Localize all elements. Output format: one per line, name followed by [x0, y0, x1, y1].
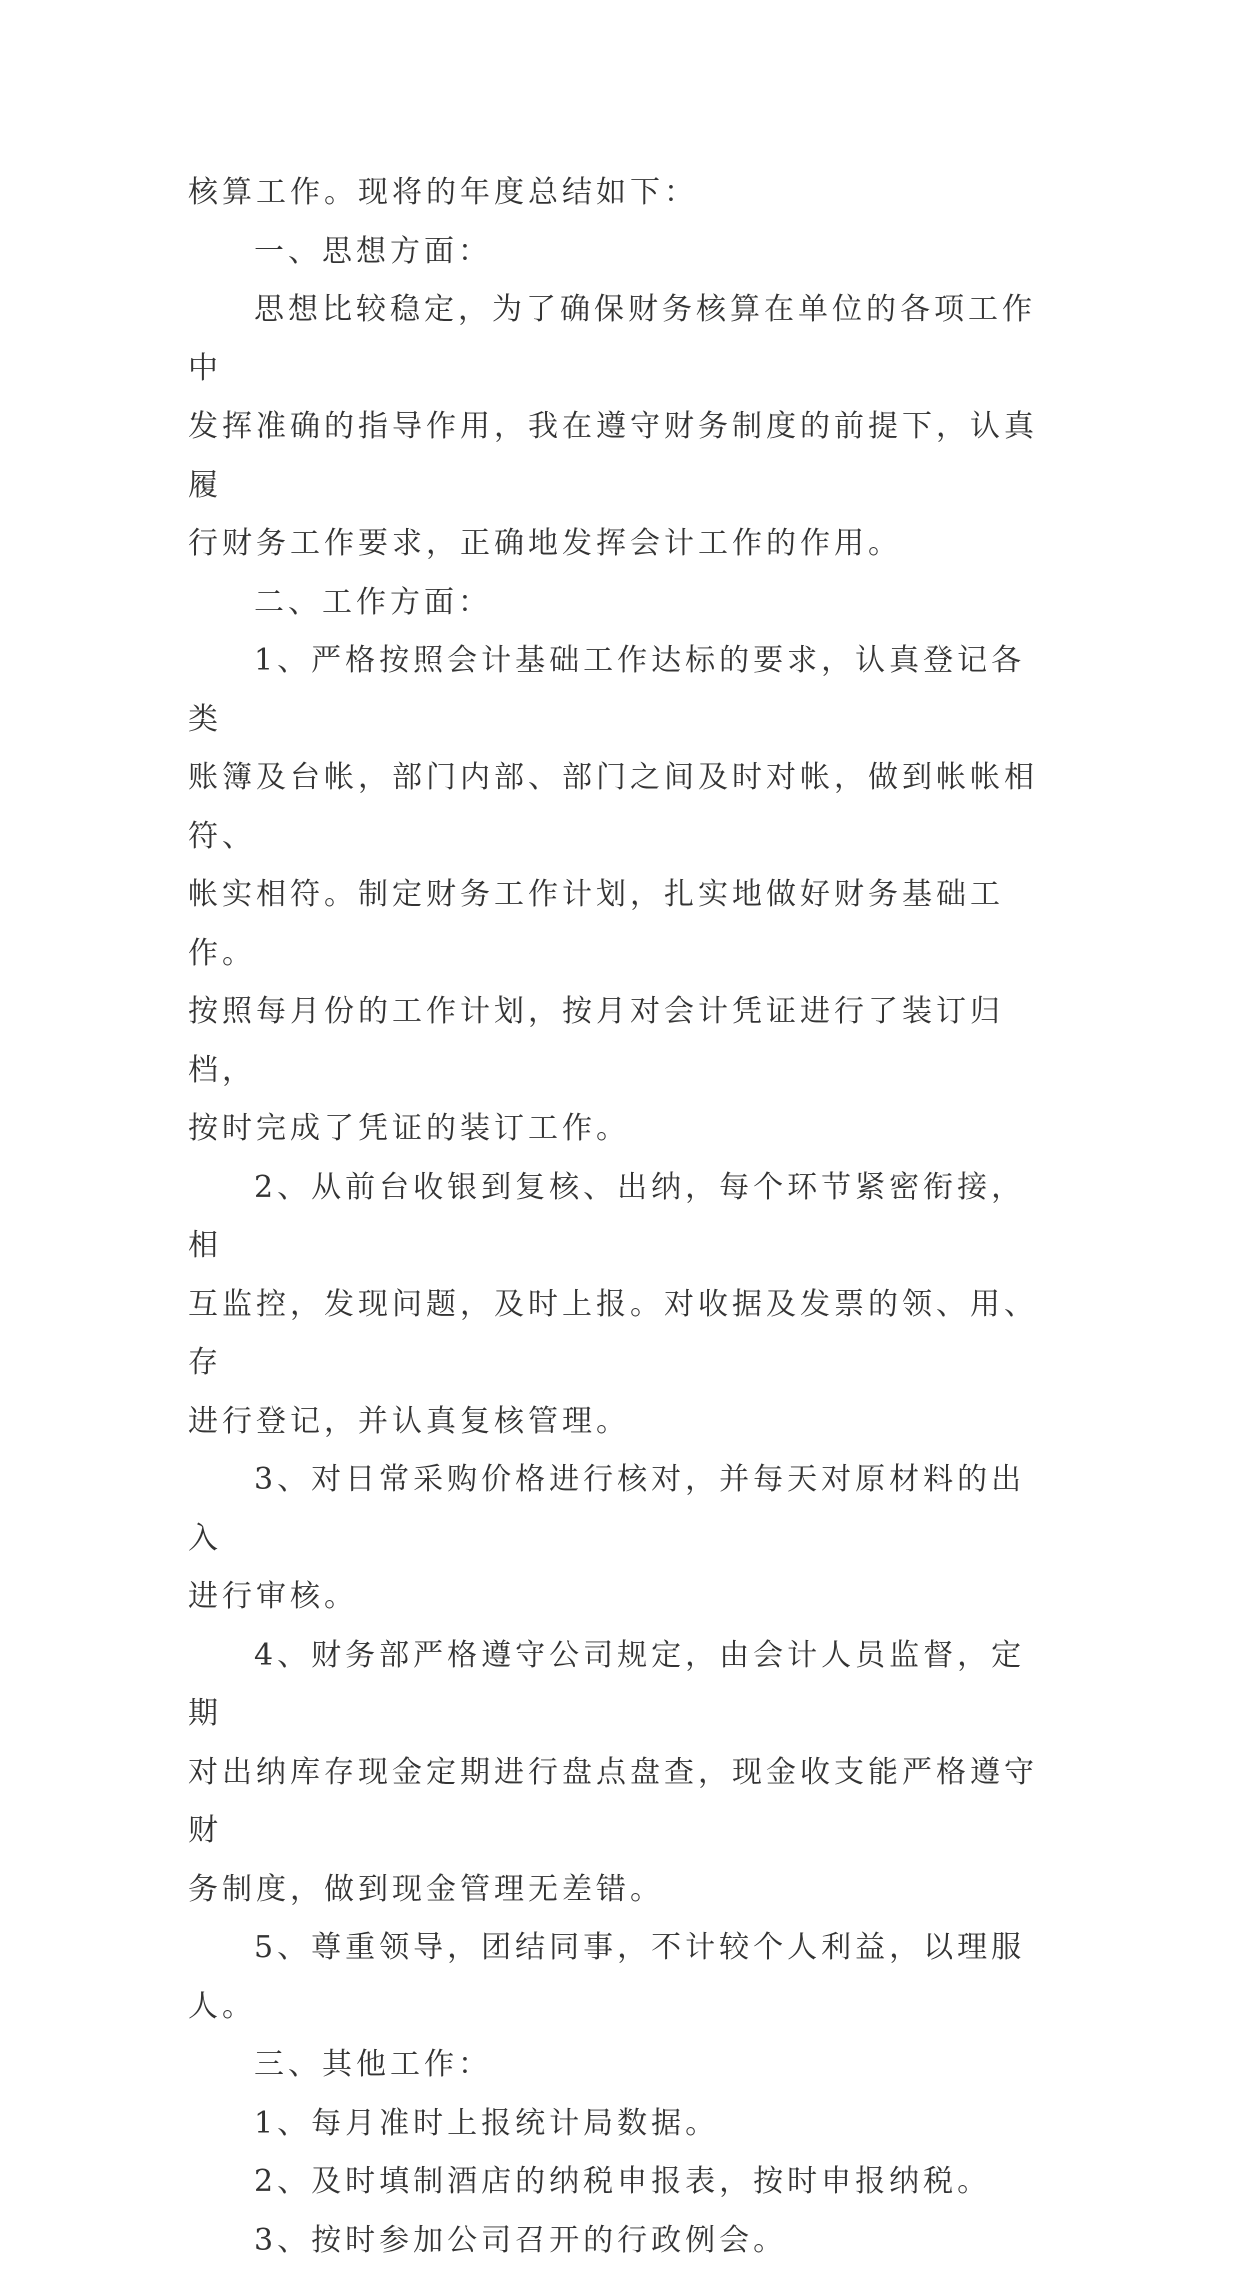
paragraph-work-item-5: 5、尊重领导，团结同事，不计较个人利益，以理服人。	[188, 1919, 1058, 2036]
paragraph-other-item-2: 2、及时填制酒店的纳税申报表，按时申报纳税。	[188, 2153, 1058, 2212]
paragraph-other-item-1: 1、每月准时上报统计局数据。	[188, 2095, 1058, 2154]
paragraph-ideology: 思想比较稳定，为了确保财务核算在单位的各项工作中 发挥准确的指导作用，我在遵守财务制度的前提下，认真履 行财务工作要求，正确地发挥会计工作的作用。	[188, 281, 1058, 574]
heading-other-work: 三、其他工作：	[188, 2036, 1058, 2095]
document-body	[188, 164, 1058, 2270]
paragraph-work-item-3: 3、对日常采购价格进行核对，并每天对原材料的出入 进行审核。	[188, 1451, 1058, 1627]
paragraph-work-item-2: 2、从前台收银到复核、出纳，每个环节紧密衔接，相 互监控，发现问题，及时上报。对收据及发票的领、用、存 进行登记，并认真复核管理。	[188, 1159, 1058, 1452]
paragraph-work-item-4: 4、财务部严格遵守公司规定，由会计人员监督，定期 对出纳库存现金定期进行盘点盘查，现金收支能严格遵守财 务制度，做到现金管理无差错。	[188, 1627, 1058, 1920]
paragraph-work-item-1: 1、严格按照会计基础工作达标的要求，认真登记各类 账簿及台帐，部门内部、部门之间及时对帐，做到帐帐相符、 帐实相符。制定财务工作计划，扎实地做好财务基础工作。 按照每月份的工作计划，按月对会计凭证进行了装订归档， 按时完成了凭证的装订工作。	[188, 632, 1058, 1159]
heading-work: 二、工作方面：	[188, 574, 1058, 633]
heading-ideology: 一、思想方面：	[188, 223, 1058, 282]
paragraph-other-item-3: 3、按时参加公司召开的行政例会。	[188, 2212, 1058, 2270]
paragraph-intro-continuation: 核算工作。现将的年度总结如下：	[188, 164, 1058, 223]
